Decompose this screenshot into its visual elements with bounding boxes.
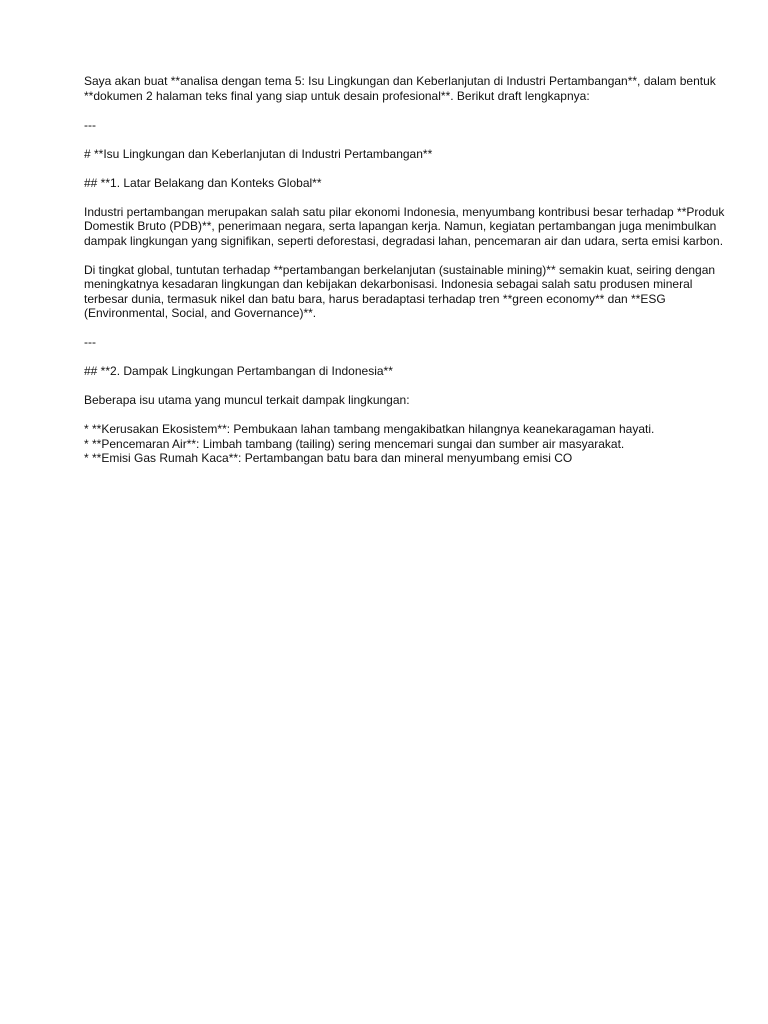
section-1-heading: ## **1. Latar Belakang dan Konteks Global**	[84, 175, 322, 190]
list-item: * **Kerusakan Ekosistem**: Pembukaan lahan tambang mengakibatkan hilangnya keanekaragaman hayati.	[84, 422, 655, 436]
paragraph-line: meningkatnya kesadaran lingkungan dan kebijakan dekarbonisasi. Indonesia sebagai salah satu produsen mineral	[84, 277, 693, 291]
paragraph-line: Domestik Bruto (PDB)**, penerimaan negara, serta lapangan kerja. Namun, kegiatan pertambangan juga menimbulkan	[84, 219, 717, 233]
intro-line: **dokumen 2 halaman teks final yang siap untuk desain profesional**. Berikut draft lengkapnya:	[84, 88, 590, 103]
list-item: * **Emisi Gas Rumah Kaca**: Pertambangan batu bara dan mineral menyumbang emisi CO	[84, 451, 573, 465]
paragraph-line: Di tingkat global, tuntutan terhadap **pertambangan berkelanjutan (sustainable mining)** semakin kuat, seiring dengan	[84, 262, 716, 277]
document-body	[84, 74, 760, 466]
paragraph-line: terbesar dunia, termasuk nikel dan batu bara, harus beradaptasi terhadap tren **green economy** dan **ESG	[84, 291, 666, 306]
separator: ---	[84, 117, 96, 132]
document-title: # **Isu Lingkungan dan Keberlanjutan di Industri Pertambangan**	[84, 146, 433, 161]
section-1-paragraph-2	[84, 263, 760, 321]
section-2-heading: ## **2. Dampak Lingkungan Pertambangan di Indonesia**	[84, 364, 393, 378]
section-2-bullet-list	[84, 422, 760, 466]
separator: ---	[84, 335, 96, 349]
paragraph-line: (Environmental, Social, and Governance)**.	[84, 306, 317, 320]
paragraph-line: Industri pertambangan merupakan salah satu pilar ekonomi Indonesia, menyumbang kontribusi besar terhadap **Produk	[84, 204, 725, 219]
section-1-paragraph-1	[84, 205, 760, 249]
section-2-intro: Beberapa isu utama yang muncul terkait dampak lingkungan:	[84, 393, 410, 407]
intro-line: Saya akan buat **analisa dengan tema 5: Isu Lingkungan dan Keberlanjutan di Industri Pertambangan**, dalam bentuk	[84, 74, 716, 88]
list-item: * **Pencemaran Air**: Limbah tambang (tailing) sering mencemari sungai dan sumber air masyarakat.	[84, 436, 625, 451]
paragraph-line: dampak lingkungan yang signifikan, seperti deforestasi, degradasi lahan, pencemaran air dan udara, serta emisi karbon.	[84, 233, 724, 248]
